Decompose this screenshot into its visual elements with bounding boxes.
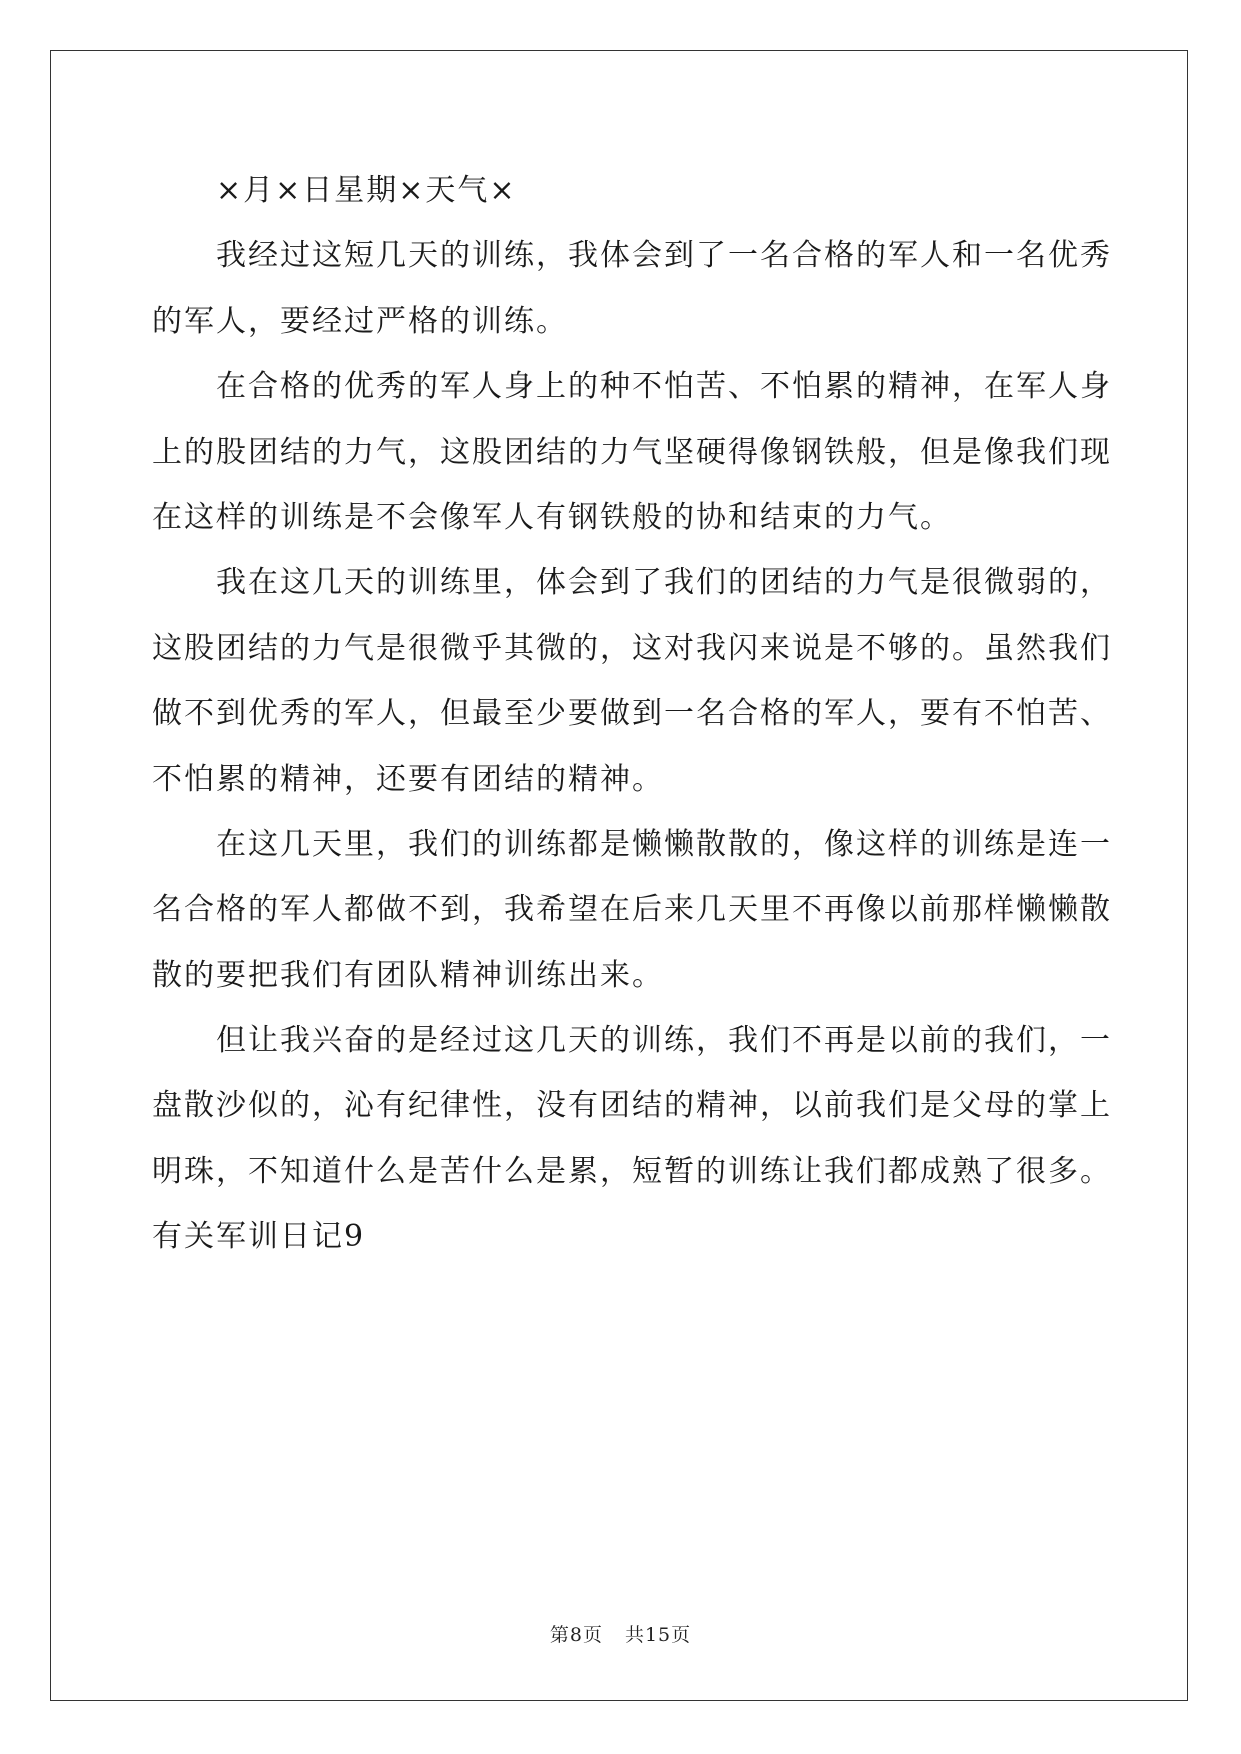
paragraph-line: 散的要把我们有团队精神训练出来。 — [152, 957, 664, 993]
paragraph-line: 在这样的训练是不会像军人有钢铁般的协和结束的力气。 — [152, 499, 952, 535]
paragraph-line: 这股团结的力气是很微乎其微的，这对我闪来说是不够的。虽然我们 — [152, 630, 1112, 666]
paragraph-line: 在这几天里，我们的训练都是懒懒散散的，像这样的训练是连一 — [216, 826, 1112, 862]
paragraph-line: 上的股团结的力气，这股团结的力气坚硬得像钢铁般，但是像我们现 — [152, 434, 1112, 470]
paragraph-line: 我在这几天的训练里，体会到了我们的团结的力气是很微弱的， — [216, 565, 1112, 601]
paragraph-line: 明珠，不知道什么是苦什么是累，短暂的训练让我们都成熟了很多。 — [152, 1153, 1112, 1189]
paragraph-line: 不怕累的精神，还要有团结的精神。 — [152, 761, 664, 797]
paragraph-line: 在合格的优秀的军人身上的种不怕苦、不怕累的精神，在军人身 — [216, 369, 1112, 405]
paragraph-line: 名合格的军人都做不到，我希望在后来几天里不再像以前那样懒懒散 — [152, 892, 1112, 928]
page-number: 第8页 — [549, 1624, 603, 1646]
document-body — [152, 158, 1112, 1270]
paragraph-line: 的军人，要经过严格的训练。 — [152, 303, 568, 339]
page-footer — [0, 1620, 1241, 1647]
paragraph-line: 做不到优秀的军人，但最至少要做到一名合格的军人，要有不怕苦、 — [152, 696, 1112, 732]
paragraph-line: 盘散沙似的，沁有纪律性，没有团结的精神，以前我们是父母的掌上 — [152, 1088, 1112, 1124]
page-total: 共15页 — [624, 1624, 692, 1646]
paragraph-line: 我经过这短几天的训练，我体会到了一名合格的军人和一名优秀 — [216, 238, 1112, 274]
section-heading: 有关军训日记9 — [152, 1219, 366, 1255]
paragraph-line: 但让我兴奋的是经过这几天的训练，我们不再是以前的我们，一 — [216, 1023, 1112, 1059]
date-weather-line: ×月×日星期×天气× — [216, 173, 517, 208]
